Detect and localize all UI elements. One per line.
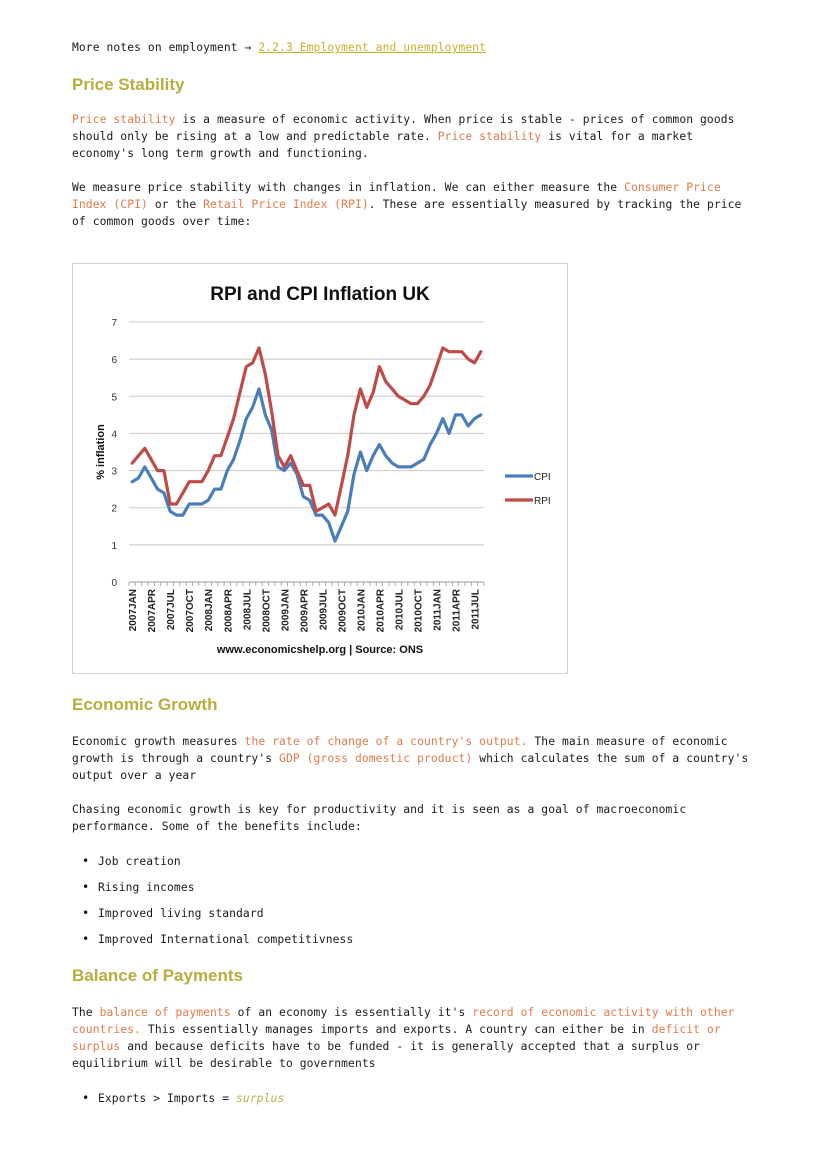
highlighted-term: GDP (gross domestic product) — [279, 752, 473, 765]
y-tick-label: 1 — [111, 540, 117, 552]
economic-growth-paragraph-2: Chasing economic growth is key for productivity and it is seen as a goal of macroeconomic performance. Some of the benefits include: — [72, 803, 687, 833]
legend-label-cpi: CPI — [534, 472, 551, 483]
inflation-chart — [72, 263, 568, 674]
price-stability-paragraph-2 — [72, 179, 762, 230]
y-tick-label: 2 — [111, 503, 117, 515]
x-tick-label: 2008JUL — [242, 589, 254, 631]
paragraph-text: is a measure of economic activity. When price is stable - prices of common goods should only be rising at a low and predictable rate. — [72, 113, 735, 143]
highlighted-term: deficit or surplus — [72, 1023, 721, 1053]
chart-y-axis-label: % inflation — [95, 424, 107, 480]
highlighted-term: the rate of change of a country's output. — [244, 735, 528, 748]
legend-label-rpi: RPI — [534, 496, 551, 507]
highlighted-term: record of economic activity with other countries. — [72, 1006, 735, 1036]
balance-of-payments-heading: Balance of Payments — [72, 966, 244, 985]
list-item: • Rising incomes — [72, 879, 353, 905]
highlighted-term: Retail Price Index (RPI) — [203, 198, 369, 211]
x-tick-label: 2009JAN — [280, 589, 292, 632]
paragraph-text: We measure price stability with changes in inflation. We can either measure the — [72, 181, 625, 194]
x-tick-label: 2007JUL — [166, 589, 178, 631]
paragraph-text: and because deficits have to be funded - it is generally accepted that a surplus or equilibrium will be desirable to governments — [72, 1040, 701, 1070]
x-tick-label: 2010APR — [375, 589, 387, 633]
highlighted-term: balance of payments — [99, 1006, 231, 1019]
list-item-text: Exports > Imports = — [98, 1092, 237, 1105]
x-tick-label: 2007JAN — [128, 589, 140, 632]
paragraph-text: Economic growth measures — [72, 735, 245, 748]
list-item: • Job creation — [72, 853, 353, 879]
x-tick-label: 2011APR — [451, 589, 463, 632]
chart-source-caption: www.economicshelp.org | Source: ONS — [216, 644, 424, 656]
y-tick-label: 7 — [111, 318, 117, 329]
list-item: • Improved living standard — [72, 905, 353, 931]
paragraph-text: This essentially manages imports and exports. A country can either be in — [141, 1023, 652, 1036]
x-tick-label: 2008JAN — [204, 589, 216, 632]
x-tick-label: 2010JUL — [394, 589, 406, 631]
highlighted-term: Price stability — [437, 130, 542, 143]
employment-notes-link[interactable]: 2.2.3 Employment and unemployment — [258, 41, 487, 54]
y-tick-label: 4 — [111, 429, 117, 441]
x-tick-label: 2007OCT — [185, 589, 197, 633]
economic-growth-heading: Economic Growth — [72, 695, 218, 714]
x-tick-label: 2007APR — [147, 589, 159, 633]
balance-list — [72, 1090, 284, 1116]
x-tick-label: 2008OCT — [261, 589, 273, 633]
intro-text: More notes on employment → — [72, 41, 259, 54]
x-tick-label: 2009APR — [299, 589, 311, 633]
paragraph-text: is vital for a market economy's long term growth and functioning. — [72, 130, 694, 160]
x-tick-label: 2009JUL — [318, 589, 330, 631]
chart-title: RPI and CPI Inflation UK — [210, 284, 430, 305]
list-item: • Improved International competitivness — [72, 931, 353, 957]
paragraph-text: The — [72, 1006, 100, 1019]
paragraph-text: . These are essentially measured by tracking the price of common goods over time: — [72, 198, 742, 228]
intro-line — [72, 39, 762, 56]
price-stability-paragraph-1 — [72, 111, 762, 162]
highlighted-term: Consumer Price Index (CPI) — [72, 181, 721, 211]
x-tick-label: 2011JAN — [432, 589, 444, 631]
highlighted-term: Price stability — [72, 113, 176, 126]
y-tick-label: 5 — [111, 392, 117, 404]
series-line-cpi — [132, 389, 481, 541]
paragraph-text: The main measure of economic growth is through a country's — [72, 735, 728, 765]
paragraph-text: which calculates the sum of a country's output over a year — [72, 752, 749, 782]
economic-growth-paragraph-1 — [72, 733, 762, 784]
list-item — [72, 1090, 284, 1116]
paragraph-text: or the — [147, 198, 204, 211]
y-tick-label: 3 — [111, 466, 117, 478]
series-line-rpi — [132, 348, 481, 515]
surplus-term: surplus — [236, 1092, 285, 1105]
x-tick-label: 2010OCT — [413, 589, 425, 633]
y-tick-label: 6 — [111, 355, 117, 367]
x-tick-label: 2010JAN — [356, 589, 368, 632]
x-tick-label: 2009OCT — [337, 589, 349, 633]
inflation-chart-svg — [73, 264, 567, 673]
balance-of-payments-paragraph — [72, 1004, 762, 1072]
y-tick-label: 0 — [111, 578, 117, 589]
paragraph-text: of an economy is essentially it's — [230, 1006, 473, 1019]
x-tick-label: 2008APR — [223, 589, 235, 633]
x-tick-label: 2011JUL — [470, 589, 482, 630]
price-stability-heading: Price Stability — [72, 75, 185, 94]
benefits-list — [72, 853, 353, 957]
